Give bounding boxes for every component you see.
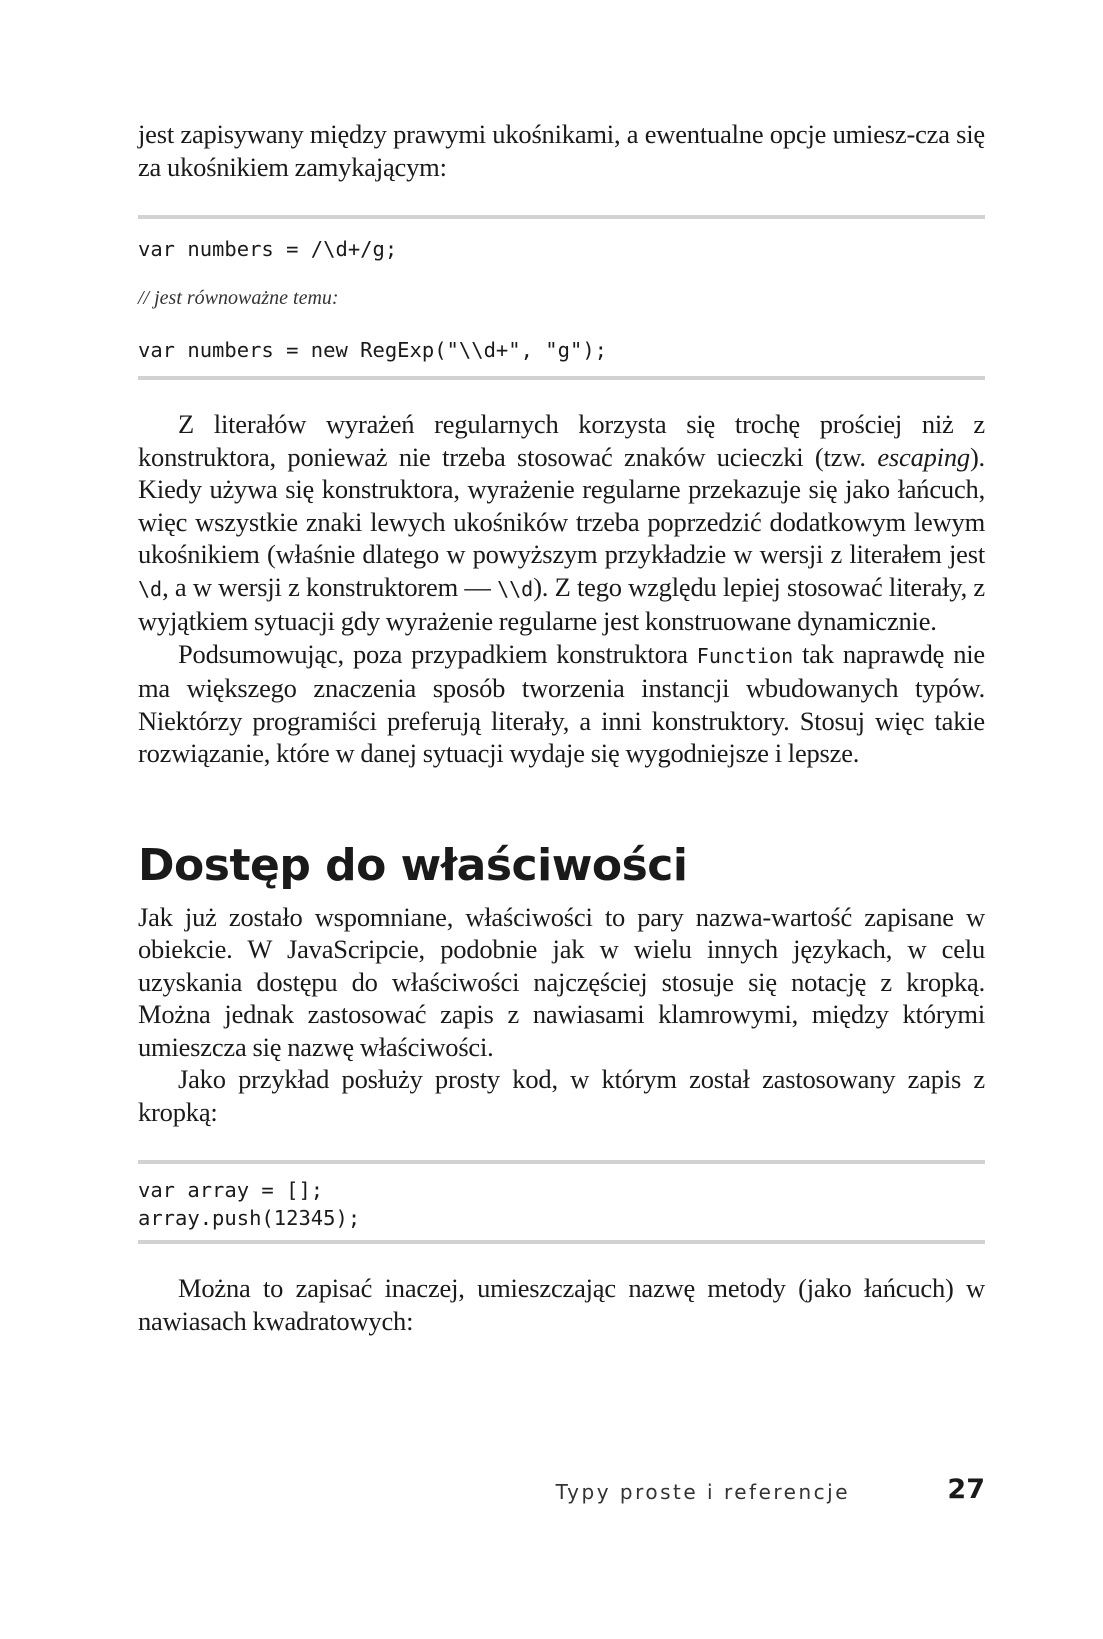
paragraph-text: ). Z tego względu lepiej stosować literały, z wyjątkiem sytuacji gdy wyrażenie regularne jest konstruowane dynamicznie.: [138, 571, 985, 636]
inline-code: \\d: [497, 576, 534, 601]
code-comment: // jest równoważne temu:: [138, 287, 339, 309]
code-line: var numbers = /\d+/g;: [138, 237, 398, 261]
page-body: [138, 118, 985, 1337]
inline-code: Function: [696, 643, 794, 668]
code-block-regexp: [138, 215, 985, 380]
section-heading: Dostęp do właściwości: [138, 839, 688, 891]
code-block-array: [138, 1160, 985, 1244]
intro-paragraph: jest zapisywany między prawymi ukośnikami, a ewentualne opcje umiesz-cza się za ukośnikiem zamykającym:: [138, 119, 985, 182]
running-footer-title: Typy proste i referencje: [555, 1480, 850, 1504]
paragraph-regexp-literals: [138, 408, 985, 638]
page-number: 27: [947, 1474, 985, 1505]
paragraph-example-intro: Jako przykład posłuży prosty kod, w którym został zastosowany zapis z kropką:: [138, 1064, 985, 1127]
paragraph-summary: [138, 638, 985, 770]
paragraph-bracket-notation: Można to zapisać inaczej, umieszczając nazwę metody (jako łańcuch) w nawiasach kwadratowych:: [138, 1273, 985, 1336]
code-line: var numbers = new RegExp("\\d+", "g");: [138, 338, 607, 362]
inline-code: \d: [138, 576, 163, 601]
code-line: array.push(12345);: [138, 1206, 361, 1230]
paragraph-text: tak naprawdę nie ma większego znaczenia sposób tworzenia instancji wbudowanych typów. Niektórzy programiści preferują literały, a inni konstruktory. Stosuj więc takie rozwiązanie, które w danej sytuacji wydaje się wygodniejsze i lepsze.: [138, 638, 985, 768]
page-footer: [0, 1474, 985, 1514]
paragraph-text: ). Kiedy używa się konstruktora, wyrażenie regularne przekazuje się jako łańcuch, więc wszystkie znaki lewych ukośników trzeba poprzedzić dodatkowym lewym ukośnikiem (właśnie dlatego w powyższym przykładzie w wersji z literałem jest: [138, 441, 985, 569]
emphasis-term: escaping: [877, 441, 970, 472]
paragraph-text: Z literałów wyrażeń regularnych korzysta się trochę prościej niż z konstruktora, ponieważ nie trzeba stosować znaków ucieczki (tzw.: [138, 409, 985, 472]
paragraph-text: , a w wersji z konstruktorem —: [162, 571, 498, 602]
paragraph-property-access: Jak już zostało wspomniane, właściwości to pary nazwa-wartość zapisane w obiekcie. W JavaScripcie, podobnie jak w wielu innych językach, w celu uzyskania dostępu do właściwości najczęściej stosuje się notację z kropką. Można jednak zastosować zapis z nawiasami klamrowymi, między którymi umieszcza się nazwę właściwości.: [138, 901, 985, 1062]
code-line: var array = [];: [138, 1178, 324, 1202]
paragraph-text: Podsumowując, poza przypadkiem konstruktora: [178, 638, 697, 669]
